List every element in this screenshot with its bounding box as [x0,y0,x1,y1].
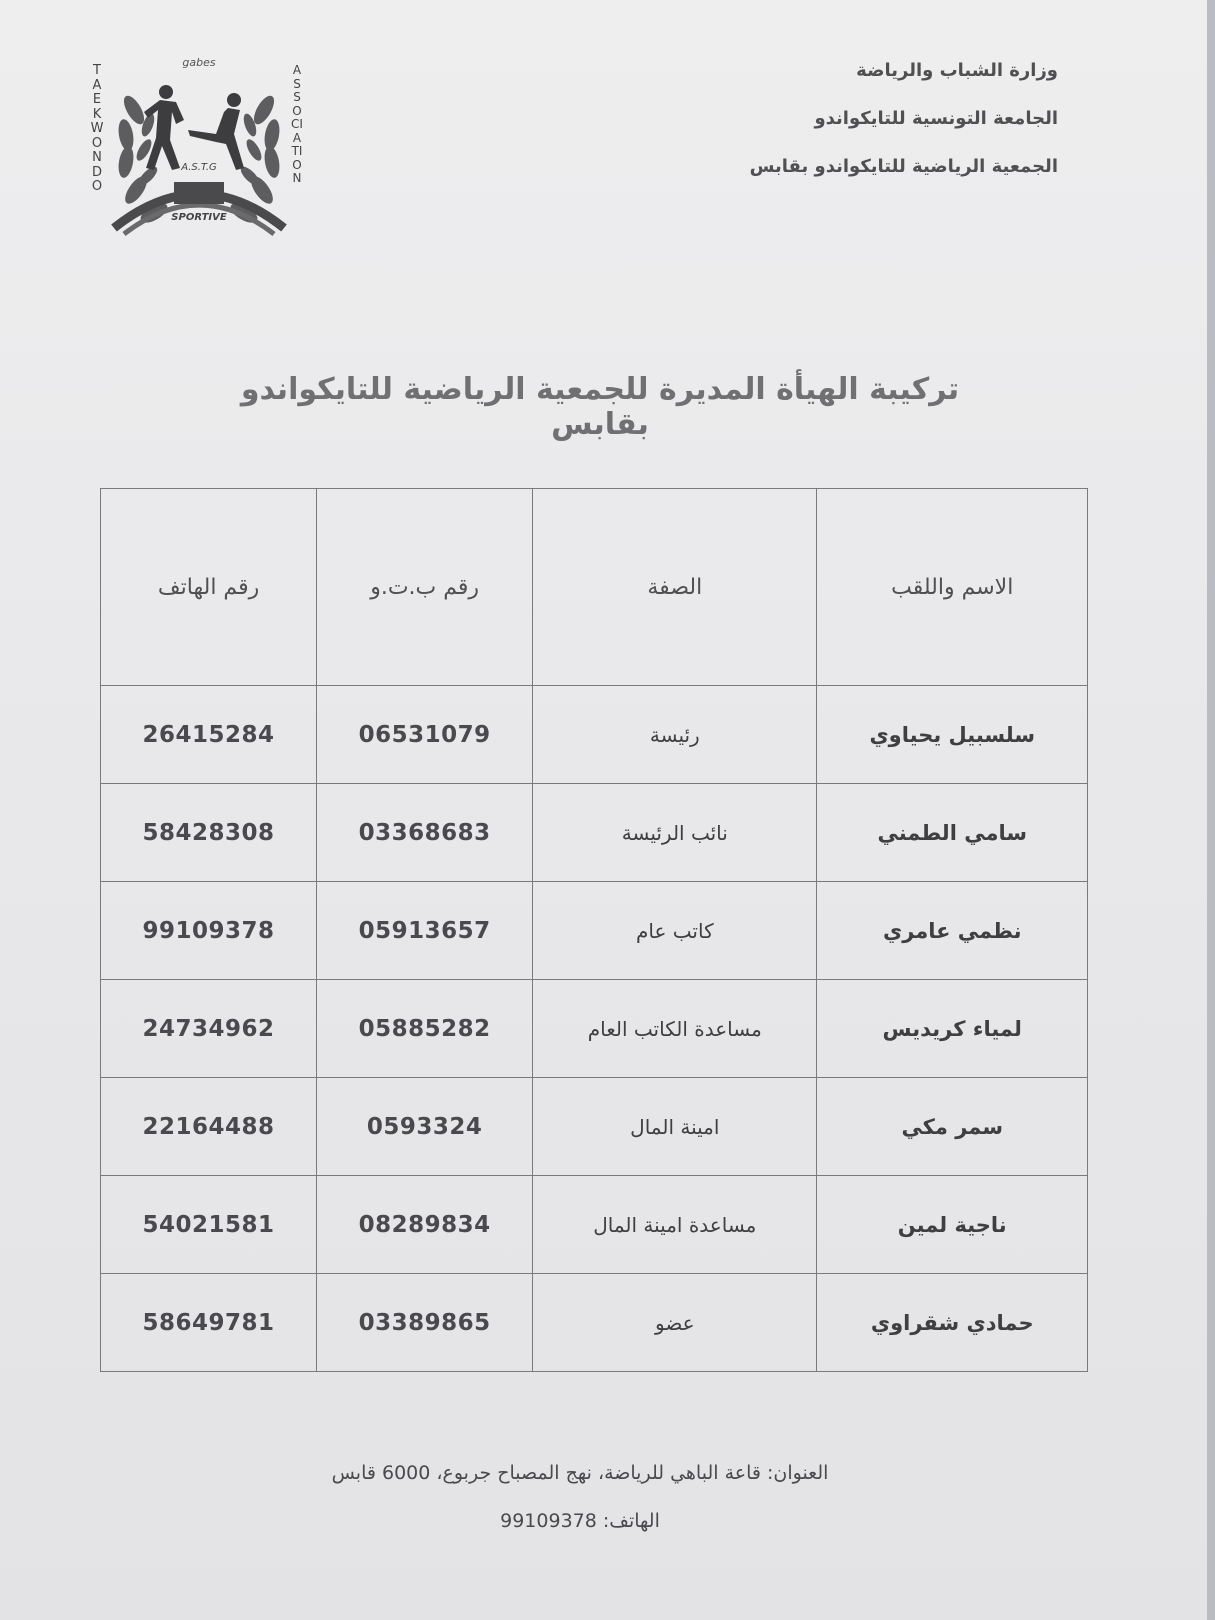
member-phone: 58649781 [101,1274,317,1372]
member-id: 03389865 [317,1274,533,1372]
club-logo [84,50,314,250]
member-id: 05913657 [317,882,533,980]
member-phone: 22164488 [101,1078,317,1176]
logo-center-text: A.S.T.G [181,162,217,173]
member-phone: 24734962 [101,980,317,1078]
member-role: امينة المال [533,1078,817,1176]
header-phone: رقم الهاتف [101,489,317,686]
table-row [101,1274,1088,1372]
member-role: نائب الرئيسة [533,784,817,882]
page-edge [1207,0,1215,1620]
logo-left-text: TAEKWONDO [90,63,104,194]
table-row [101,784,1088,882]
ministry-line: وزارة الشباب والرياضة [856,60,1058,81]
member-role: كاتب عام [533,882,817,980]
header-name: الاسم واللقب [817,489,1088,686]
member-id: 06531079 [317,686,533,784]
header-id: رقم ب.ت.و [317,489,533,686]
member-id: 08289834 [317,1176,533,1274]
footer-phone-label: الهاتف: [602,1510,660,1532]
member-name: نظمي عامري [817,882,1088,980]
member-role: رئيسة [533,686,817,784]
table-row [101,1078,1088,1176]
member-name: لمياء كريديس [817,980,1088,1078]
logo-top-text: gabes [182,56,216,69]
board-members-table [100,488,1088,1372]
member-role: مساعدة الكاتب العام [533,980,817,1078]
federation-line: الجامعة التونسية للتايكواندو [814,108,1058,129]
member-phone: 54021581 [101,1176,317,1274]
footer-phone-line [280,1510,880,1558]
member-phone: 99109378 [101,882,317,980]
logo-bottom-text: SPORTIVE [171,212,227,223]
member-phone: 26415284 [101,686,317,784]
table-row [101,980,1088,1078]
member-id: 03368683 [317,784,533,882]
member-name: حمادي شقراوي [817,1274,1088,1372]
table-row [101,882,1088,980]
member-name: سامي الطمني [817,784,1088,882]
member-name: سمر مكي [817,1078,1088,1176]
table-header-row [101,489,1088,686]
member-name: ناجية لمين [817,1176,1088,1274]
member-name: سلسبيل يحياوي [817,686,1088,784]
member-role: عضو [533,1274,817,1372]
member-id: 0593324 [317,1078,533,1176]
footer-phone-number: 99109378 [500,1510,597,1532]
header-role: الصفة [533,489,817,686]
member-id: 05885282 [317,980,533,1078]
logo-right-text: ASSOCIATION [291,63,303,185]
document-footer [280,1462,880,1558]
table-row [101,686,1088,784]
document-title: تركيبة الهيأة المديرة للجمعية الرياضية للتايكواندو بقابس [240,372,960,442]
member-phone: 58428308 [101,784,317,882]
association-line: الجمعية الرياضية للتايكواندو بقابس [749,156,1058,177]
footer-address: العنوان: قاعة الباهي للرياضة، نهج المصباح جربوع، 6000 قابس [331,1462,829,1484]
document-header [750,54,1058,198]
table-row [101,1176,1088,1274]
member-role: مساعدة امينة المال [533,1176,817,1274]
